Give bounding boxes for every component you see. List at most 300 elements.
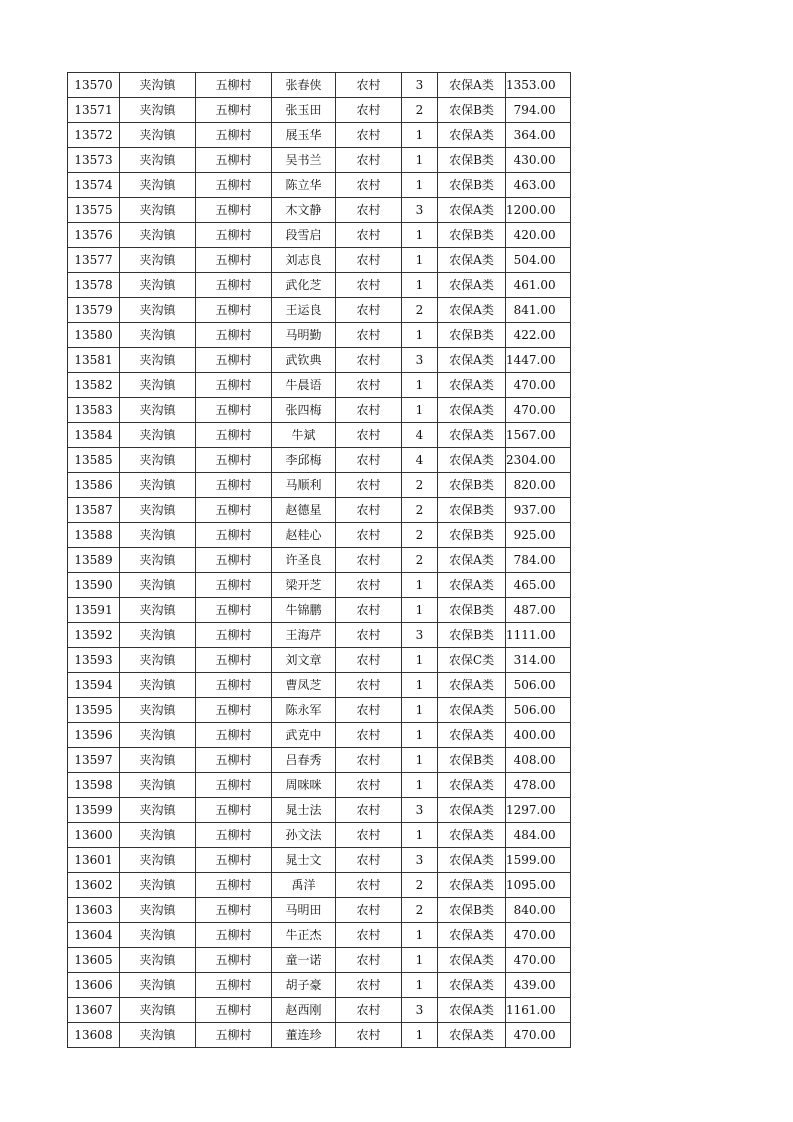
household-type-cell: 农村	[336, 123, 402, 148]
village-cell: 五柳村	[196, 673, 272, 698]
record-id-cell: 13581	[68, 348, 120, 373]
member-count-cell: 1	[402, 148, 438, 173]
town-cell: 夹沟镇	[120, 473, 196, 498]
village-cell: 五柳村	[196, 373, 272, 398]
name-cell: 陈立华	[272, 173, 336, 198]
insurance-class-cell: 农保A类	[438, 548, 506, 573]
record-id-cell: 13600	[68, 823, 120, 848]
amount-cell: 470.00	[506, 373, 571, 398]
village-cell: 五柳村	[196, 998, 272, 1023]
town-cell: 夹沟镇	[120, 998, 196, 1023]
town-cell: 夹沟镇	[120, 548, 196, 573]
member-count-cell: 1	[402, 248, 438, 273]
name-cell: 曹凤芝	[272, 673, 336, 698]
record-id-cell: 13588	[68, 523, 120, 548]
table-row	[68, 1023, 571, 1048]
amount-cell: 430.00	[506, 148, 571, 173]
household-type-cell: 农村	[336, 698, 402, 723]
village-cell: 五柳村	[196, 798, 272, 823]
name-cell: 牛正杰	[272, 923, 336, 948]
record-id-cell: 13589	[68, 548, 120, 573]
record-id-cell: 13598	[68, 773, 120, 798]
table-row	[68, 98, 571, 123]
insurance-class-cell: 农保B类	[438, 148, 506, 173]
town-cell: 夹沟镇	[120, 698, 196, 723]
member-count-cell: 3	[402, 198, 438, 223]
amount-cell: 820.00	[506, 473, 571, 498]
name-cell: 展玉华	[272, 123, 336, 148]
table-row	[68, 973, 571, 998]
household-type-cell: 农村	[336, 623, 402, 648]
member-count-cell: 1	[402, 973, 438, 998]
town-cell: 夹沟镇	[120, 748, 196, 773]
table-row	[68, 748, 571, 773]
insurance-class-cell: 农保A类	[438, 273, 506, 298]
member-count-cell: 1	[402, 598, 438, 623]
member-count-cell: 2	[402, 473, 438, 498]
name-cell: 晁士文	[272, 848, 336, 873]
amount-cell: 465.00	[506, 573, 571, 598]
member-count-cell: 1	[402, 573, 438, 598]
town-cell: 夹沟镇	[120, 223, 196, 248]
name-cell: 吕春秀	[272, 748, 336, 773]
table-row	[68, 673, 571, 698]
village-cell: 五柳村	[196, 848, 272, 873]
town-cell: 夹沟镇	[120, 273, 196, 298]
amount-cell: 937.00	[506, 498, 571, 523]
record-id-cell: 13608	[68, 1023, 120, 1048]
village-cell: 五柳村	[196, 398, 272, 423]
name-cell: 禹洋	[272, 873, 336, 898]
household-type-cell: 农村	[336, 298, 402, 323]
village-cell: 五柳村	[196, 973, 272, 998]
household-type-cell: 农村	[336, 423, 402, 448]
village-cell: 五柳村	[196, 823, 272, 848]
name-cell: 马顺利	[272, 473, 336, 498]
name-cell: 刘志良	[272, 248, 336, 273]
household-type-cell: 农村	[336, 373, 402, 398]
member-count-cell: 1	[402, 923, 438, 948]
member-count-cell: 2	[402, 498, 438, 523]
member-count-cell: 1	[402, 673, 438, 698]
name-cell: 梁开芝	[272, 573, 336, 598]
member-count-cell: 1	[402, 123, 438, 148]
table-row	[68, 598, 571, 623]
amount-cell: 487.00	[506, 598, 571, 623]
insurance-class-cell: 农保A类	[438, 73, 506, 98]
insurance-class-cell: 农保B类	[438, 748, 506, 773]
table-row	[68, 298, 571, 323]
town-cell: 夹沟镇	[120, 823, 196, 848]
village-cell: 五柳村	[196, 723, 272, 748]
insurance-class-cell: 农保B类	[438, 498, 506, 523]
household-type-cell: 农村	[336, 198, 402, 223]
record-id-cell: 13597	[68, 748, 120, 773]
household-type-cell: 农村	[336, 723, 402, 748]
household-type-cell: 农村	[336, 748, 402, 773]
household-type-cell: 农村	[336, 773, 402, 798]
village-cell: 五柳村	[196, 523, 272, 548]
village-cell: 五柳村	[196, 773, 272, 798]
record-id-cell: 13574	[68, 173, 120, 198]
records-table-body	[68, 73, 571, 1048]
name-cell: 晁士法	[272, 798, 336, 823]
household-type-cell: 农村	[336, 273, 402, 298]
town-cell: 夹沟镇	[120, 123, 196, 148]
table-row	[68, 898, 571, 923]
table-row	[68, 573, 571, 598]
amount-cell: 470.00	[506, 1023, 571, 1048]
household-type-cell: 农村	[336, 848, 402, 873]
member-count-cell: 1	[402, 373, 438, 398]
member-count-cell: 2	[402, 898, 438, 923]
table-row	[68, 423, 571, 448]
record-id-cell: 13601	[68, 848, 120, 873]
insurance-class-cell: 农保A类	[438, 873, 506, 898]
amount-cell: 470.00	[506, 948, 571, 973]
member-count-cell: 2	[402, 548, 438, 573]
insurance-class-cell: 农保A类	[438, 923, 506, 948]
household-type-cell: 农村	[336, 448, 402, 473]
village-cell: 五柳村	[196, 448, 272, 473]
table-row	[68, 848, 571, 873]
table-row	[68, 523, 571, 548]
town-cell: 夹沟镇	[120, 523, 196, 548]
record-id-cell: 13585	[68, 448, 120, 473]
record-id-cell: 13570	[68, 73, 120, 98]
member-count-cell: 2	[402, 298, 438, 323]
record-id-cell: 13604	[68, 923, 120, 948]
household-type-cell: 农村	[336, 323, 402, 348]
amount-cell: 439.00	[506, 973, 571, 998]
amount-cell: 1567.00	[506, 423, 571, 448]
household-type-cell: 农村	[336, 573, 402, 598]
village-cell: 五柳村	[196, 323, 272, 348]
town-cell: 夹沟镇	[120, 298, 196, 323]
household-type-cell: 农村	[336, 948, 402, 973]
insurance-class-cell: 农保A类	[438, 123, 506, 148]
household-type-cell: 农村	[336, 923, 402, 948]
name-cell: 武克中	[272, 723, 336, 748]
household-type-cell: 农村	[336, 98, 402, 123]
amount-cell: 925.00	[506, 523, 571, 548]
table-row	[68, 873, 571, 898]
amount-cell: 364.00	[506, 123, 571, 148]
table-row	[68, 948, 571, 973]
household-type-cell: 农村	[336, 248, 402, 273]
name-cell: 张四梅	[272, 398, 336, 423]
member-count-cell: 4	[402, 448, 438, 473]
name-cell: 段雪启	[272, 223, 336, 248]
insurance-class-cell: 农保A类	[438, 373, 506, 398]
record-id-cell: 13593	[68, 648, 120, 673]
amount-cell: 463.00	[506, 173, 571, 198]
town-cell: 夹沟镇	[120, 598, 196, 623]
town-cell: 夹沟镇	[120, 248, 196, 273]
amount-cell: 506.00	[506, 698, 571, 723]
member-count-cell: 1	[402, 773, 438, 798]
village-cell: 五柳村	[196, 898, 272, 923]
village-cell: 五柳村	[196, 548, 272, 573]
record-id-cell: 13599	[68, 798, 120, 823]
insurance-class-cell: 农保B类	[438, 323, 506, 348]
records-table	[67, 72, 571, 1048]
household-type-cell: 农村	[336, 498, 402, 523]
amount-cell: 1111.00	[506, 623, 571, 648]
village-cell: 五柳村	[196, 648, 272, 673]
table-row	[68, 73, 571, 98]
insurance-class-cell: 农保A类	[438, 723, 506, 748]
village-cell: 五柳村	[196, 598, 272, 623]
table-row	[68, 148, 571, 173]
village-cell: 五柳村	[196, 473, 272, 498]
insurance-class-cell: 农保A类	[438, 423, 506, 448]
amount-cell: 484.00	[506, 823, 571, 848]
amount-cell: 1297.00	[506, 798, 571, 823]
table-row	[68, 248, 571, 273]
village-cell: 五柳村	[196, 273, 272, 298]
table-row	[68, 123, 571, 148]
table-row	[68, 923, 571, 948]
name-cell: 王海芹	[272, 623, 336, 648]
town-cell: 夹沟镇	[120, 1023, 196, 1048]
name-cell: 孙文法	[272, 823, 336, 848]
household-type-cell: 农村	[336, 73, 402, 98]
town-cell: 夹沟镇	[120, 73, 196, 98]
insurance-class-cell: 农保A类	[438, 348, 506, 373]
table-row	[68, 323, 571, 348]
member-count-cell: 2	[402, 98, 438, 123]
household-type-cell: 农村	[336, 1023, 402, 1048]
household-type-cell: 农村	[336, 548, 402, 573]
town-cell: 夹沟镇	[120, 898, 196, 923]
member-count-cell: 1	[402, 323, 438, 348]
household-type-cell: 农村	[336, 148, 402, 173]
village-cell: 五柳村	[196, 1023, 272, 1048]
name-cell: 赵西刚	[272, 998, 336, 1023]
member-count-cell: 1	[402, 823, 438, 848]
record-id-cell: 13592	[68, 623, 120, 648]
record-id-cell: 13596	[68, 723, 120, 748]
amount-cell: 422.00	[506, 323, 571, 348]
village-cell: 五柳村	[196, 923, 272, 948]
table-row	[68, 773, 571, 798]
village-cell: 五柳村	[196, 498, 272, 523]
table-row	[68, 473, 571, 498]
insurance-class-cell: 农保A类	[438, 298, 506, 323]
name-cell: 武化芝	[272, 273, 336, 298]
table-row	[68, 623, 571, 648]
amount-cell: 420.00	[506, 223, 571, 248]
record-id-cell: 13591	[68, 598, 120, 623]
village-cell: 五柳村	[196, 873, 272, 898]
town-cell: 夹沟镇	[120, 198, 196, 223]
member-count-cell: 1	[402, 648, 438, 673]
household-type-cell: 农村	[336, 173, 402, 198]
name-cell: 赵德星	[272, 498, 336, 523]
name-cell: 周咪咪	[272, 773, 336, 798]
amount-cell: 504.00	[506, 248, 571, 273]
insurance-class-cell: 农保A类	[438, 673, 506, 698]
table-row	[68, 448, 571, 473]
household-type-cell: 农村	[336, 823, 402, 848]
member-count-cell: 1	[402, 173, 438, 198]
town-cell: 夹沟镇	[120, 173, 196, 198]
village-cell: 五柳村	[196, 148, 272, 173]
member-count-cell: 1	[402, 698, 438, 723]
record-id-cell: 13594	[68, 673, 120, 698]
record-id-cell: 13575	[68, 198, 120, 223]
insurance-class-cell: 农保B类	[438, 598, 506, 623]
insurance-class-cell: 农保B类	[438, 473, 506, 498]
village-cell: 五柳村	[196, 98, 272, 123]
town-cell: 夹沟镇	[120, 373, 196, 398]
household-type-cell: 农村	[336, 398, 402, 423]
record-id-cell: 13607	[68, 998, 120, 1023]
record-id-cell: 13571	[68, 98, 120, 123]
member-count-cell: 1	[402, 273, 438, 298]
name-cell: 童一诺	[272, 948, 336, 973]
insurance-class-cell: 农保A类	[438, 573, 506, 598]
town-cell: 夹沟镇	[120, 348, 196, 373]
amount-cell: 470.00	[506, 923, 571, 948]
village-cell: 五柳村	[196, 173, 272, 198]
household-type-cell: 农村	[336, 648, 402, 673]
amount-cell: 1095.00	[506, 873, 571, 898]
household-type-cell: 农村	[336, 798, 402, 823]
record-id-cell: 13579	[68, 298, 120, 323]
village-cell: 五柳村	[196, 698, 272, 723]
member-count-cell: 1	[402, 398, 438, 423]
insurance-class-cell: 农保A类	[438, 1023, 506, 1048]
record-id-cell: 13603	[68, 898, 120, 923]
amount-cell: 400.00	[506, 723, 571, 748]
record-id-cell: 13572	[68, 123, 120, 148]
record-id-cell: 13606	[68, 973, 120, 998]
town-cell: 夹沟镇	[120, 623, 196, 648]
table-row	[68, 498, 571, 523]
amount-cell: 314.00	[506, 648, 571, 673]
insurance-class-cell: 农保A类	[438, 773, 506, 798]
village-cell: 五柳村	[196, 198, 272, 223]
household-type-cell: 农村	[336, 898, 402, 923]
town-cell: 夹沟镇	[120, 723, 196, 748]
amount-cell: 506.00	[506, 673, 571, 698]
member-count-cell: 1	[402, 948, 438, 973]
table-row	[68, 198, 571, 223]
member-count-cell: 1	[402, 223, 438, 248]
insurance-class-cell: 农保A类	[438, 973, 506, 998]
village-cell: 五柳村	[196, 248, 272, 273]
amount-cell: 408.00	[506, 748, 571, 773]
town-cell: 夹沟镇	[120, 323, 196, 348]
insurance-class-cell: 农保B类	[438, 523, 506, 548]
town-cell: 夹沟镇	[120, 923, 196, 948]
table-row	[68, 648, 571, 673]
insurance-class-cell: 农保B类	[438, 898, 506, 923]
name-cell: 胡子豪	[272, 973, 336, 998]
name-cell: 赵桂心	[272, 523, 336, 548]
insurance-class-cell: 农保A类	[438, 823, 506, 848]
amount-cell: 478.00	[506, 773, 571, 798]
member-count-cell: 3	[402, 623, 438, 648]
village-cell: 五柳村	[196, 348, 272, 373]
insurance-class-cell: 农保A类	[438, 798, 506, 823]
village-cell: 五柳村	[196, 748, 272, 773]
member-count-cell: 2	[402, 873, 438, 898]
record-id-cell: 13576	[68, 223, 120, 248]
insurance-class-cell: 农保A类	[438, 398, 506, 423]
member-count-cell: 3	[402, 348, 438, 373]
town-cell: 夹沟镇	[120, 798, 196, 823]
town-cell: 夹沟镇	[120, 648, 196, 673]
table-row	[68, 698, 571, 723]
name-cell: 马明田	[272, 898, 336, 923]
name-cell: 张春侠	[272, 73, 336, 98]
table-row	[68, 823, 571, 848]
village-cell: 五柳村	[196, 123, 272, 148]
table-row	[68, 398, 571, 423]
table-row	[68, 223, 571, 248]
household-type-cell: 农村	[336, 973, 402, 998]
name-cell: 武钦典	[272, 348, 336, 373]
insurance-class-cell: 农保B类	[438, 623, 506, 648]
amount-cell: 841.00	[506, 298, 571, 323]
amount-cell: 840.00	[506, 898, 571, 923]
record-id-cell: 13602	[68, 873, 120, 898]
amount-cell: 1353.00	[506, 73, 571, 98]
member-count-cell: 4	[402, 423, 438, 448]
household-type-cell: 农村	[336, 598, 402, 623]
household-type-cell: 农村	[336, 223, 402, 248]
record-id-cell: 13573	[68, 148, 120, 173]
table-row	[68, 548, 571, 573]
household-type-cell: 农村	[336, 873, 402, 898]
table-row	[68, 273, 571, 298]
member-count-cell: 3	[402, 798, 438, 823]
town-cell: 夹沟镇	[120, 98, 196, 123]
household-type-cell: 农村	[336, 998, 402, 1023]
household-type-cell: 农村	[336, 348, 402, 373]
village-cell: 五柳村	[196, 623, 272, 648]
name-cell: 木文静	[272, 198, 336, 223]
record-id-cell: 13605	[68, 948, 120, 973]
town-cell: 夹沟镇	[120, 673, 196, 698]
town-cell: 夹沟镇	[120, 973, 196, 998]
amount-cell: 784.00	[506, 548, 571, 573]
record-id-cell: 13587	[68, 498, 120, 523]
table-row	[68, 173, 571, 198]
town-cell: 夹沟镇	[120, 948, 196, 973]
amount-cell: 1200.00	[506, 198, 571, 223]
insurance-class-cell: 农保A类	[438, 248, 506, 273]
record-id-cell: 13578	[68, 273, 120, 298]
name-cell: 李邱梅	[272, 448, 336, 473]
village-cell: 五柳村	[196, 223, 272, 248]
insurance-class-cell: 农保A类	[438, 998, 506, 1023]
insurance-class-cell: 农保B类	[438, 173, 506, 198]
town-cell: 夹沟镇	[120, 148, 196, 173]
member-count-cell: 1	[402, 723, 438, 748]
amount-cell: 794.00	[506, 98, 571, 123]
amount-cell: 470.00	[506, 398, 571, 423]
insurance-class-cell: 农保A类	[438, 848, 506, 873]
insurance-class-cell: 农保C类	[438, 648, 506, 673]
insurance-class-cell: 农保A类	[438, 198, 506, 223]
record-id-cell: 13577	[68, 248, 120, 273]
town-cell: 夹沟镇	[120, 773, 196, 798]
table-row	[68, 998, 571, 1023]
